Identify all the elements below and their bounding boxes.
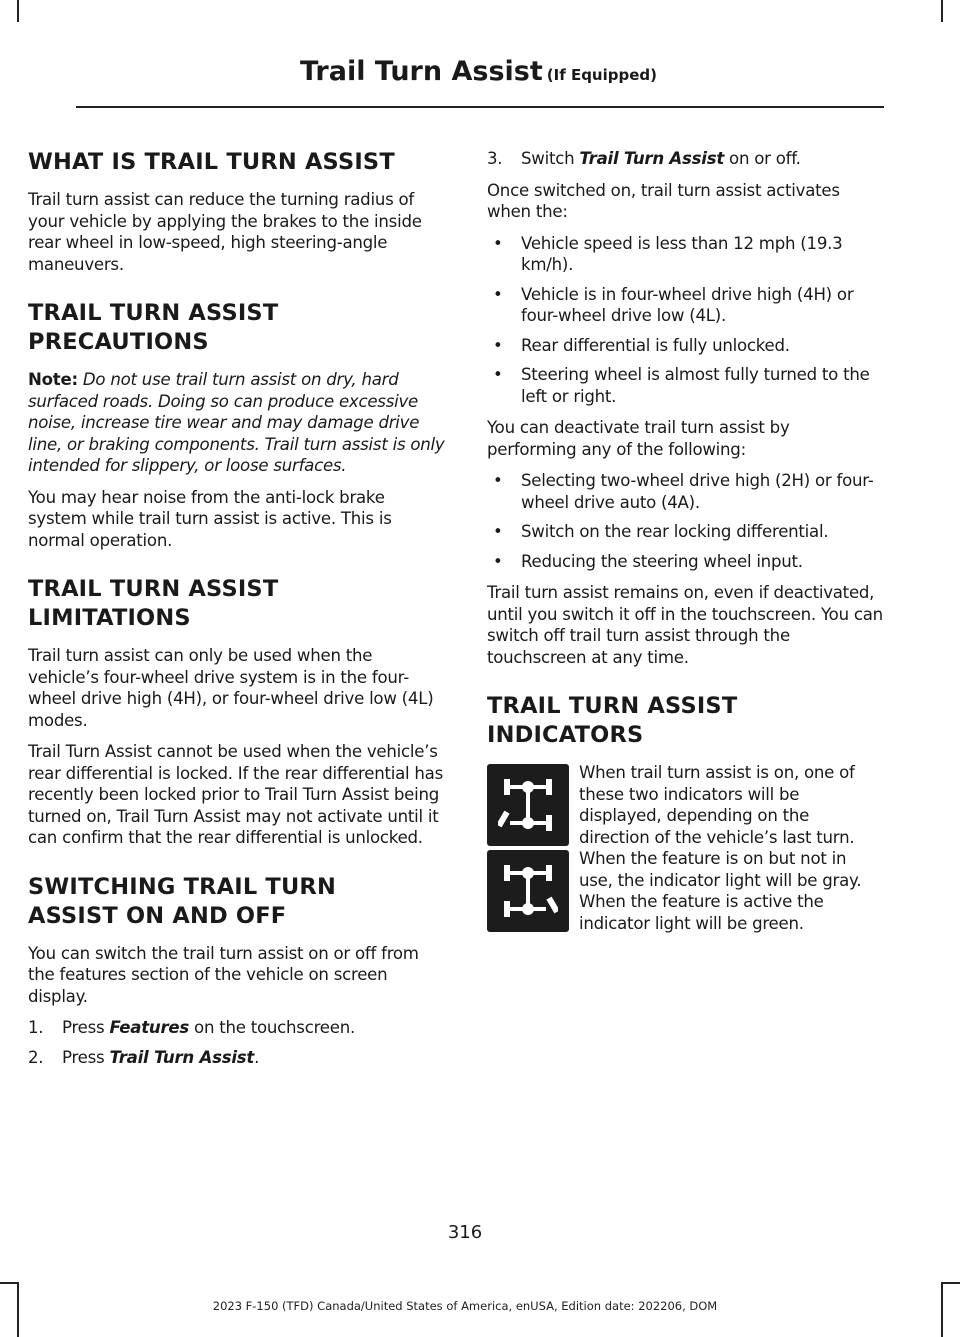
list-item-text: Vehicle speed is less than 12 mph (19.3 km/h).	[521, 233, 843, 274]
paragraph-intro: Trail turn assist can reduce the turning radius of your vehicle by applying the brakes to the inside rear wheel in low-speed, high steering-angle maneuvers.	[28, 190, 422, 274]
step-text-post: on the touchscreen.	[189, 1018, 355, 1037]
step-item	[28, 1047, 448, 1069]
note-label: Note:	[28, 370, 78, 389]
paragraph-4wd-modes: Trail turn assist can only be used when the vehicle’s four-wheel drive system is in the four-wheel drive high (4H), or four-wheel drive low (4L) modes.	[28, 646, 434, 730]
header-rule	[76, 106, 884, 108]
list-item-text: Switch on the rear locking differential.	[521, 522, 829, 541]
list-item	[487, 364, 883, 407]
paragraph-rear-diff: Trail Turn Assist cannot be used when the vehicle’s rear differential is locked. If the rear differential has recently been locked prior to Trail Turn Assist being turned on, Trail Turn Assist may not activate until it can confirm that the rear differential is unlocked.	[28, 742, 443, 847]
heading-limitations-line2: LIMITATIONS	[28, 605, 191, 631]
step-text: Press	[62, 1018, 110, 1037]
crop-mark-bottom-right-v	[941, 1282, 943, 1337]
list-item-text: Selecting two-wheel drive high (2H) or four-wheel drive auto (4A).	[521, 471, 874, 512]
paragraph-indicators: When trail turn assist is on, one of these two indicators will be displayed, depending on the direction of the vehicle’s last turn. When the feature is on but not in use, the indicator light will be gray. When the feature is active the indicator light will be green.	[579, 763, 862, 933]
heading-switching-line2: ASSIST ON AND OFF	[28, 902, 287, 929]
heading-precautions-line2: PRECAUTIONS	[28, 329, 209, 355]
heading-switching-line1: SWITCHING TRAIL TURN	[28, 873, 336, 900]
step-text-post: .	[254, 1047, 260, 1067]
footer-edition: 2023 F-150 (TFD) Canada/United States of America, enUSA, Edition date: 202206, DOM	[212, 1299, 718, 1313]
list-item-text: Steering wheel is almost fully turned to the left or right.	[521, 365, 870, 406]
note-text: Do not use trail turn assist on dry, hard surfaced roads. Doing so can produce excessive noise, increase tire wear and may damage drive line, or braking components. Trail turn assist is only intended for slippery, or loose surfaces.	[28, 370, 445, 475]
heading-indicators-line2: INDICATORS	[487, 722, 644, 748]
crop-mark-bottom-right-h	[942, 1282, 960, 1284]
step-item	[28, 1017, 448, 1039]
heading-precautions-line1: TRAIL TURN ASSIST	[28, 300, 279, 326]
bullet: •	[493, 522, 503, 541]
trail-turn-left-indicator-icon	[487, 764, 569, 846]
paragraph-switch-info: You can switch the trail turn assist on or off from the features section of the vehicle on screen display.	[28, 943, 419, 1006]
header-title: Trail Turn Assist	[299, 56, 543, 87]
bullet: •	[493, 365, 503, 384]
page-header	[300, 56, 657, 87]
heading-precautions	[28, 299, 448, 357]
left-column	[28, 148, 448, 1078]
crop-mark-top-left-v	[17, 0, 19, 22]
steps-list-continued	[487, 148, 883, 170]
paragraph-remains-on: Trail turn assist remains on, even if deactivated, until you switch it off in the touchscreen. You can switch off trail turn assist through the touchscreen at any time.	[487, 583, 883, 667]
crop-mark-bottom-left-h	[0, 1282, 18, 1284]
bullet: •	[493, 551, 503, 571]
step-number: 1.	[28, 1018, 44, 1037]
trail-turn-right-indicator-icon	[487, 850, 569, 932]
paragraph-noise: You may hear noise from the anti-lock brake system while trail turn assist is active. This is normal operation.	[28, 487, 392, 550]
step-text: Press	[62, 1047, 110, 1067]
heading-switching	[28, 873, 448, 931]
header-subtitle: (If Equipped)	[546, 66, 657, 84]
heading-what-is: WHAT IS TRAIL TURN ASSIST	[28, 149, 395, 175]
paragraph-activates: Once switched on, trail turn assist activates when the:	[487, 180, 840, 221]
list-item	[487, 551, 883, 573]
step-emphasis: Trail Turn Assist	[579, 149, 725, 168]
list-item	[487, 470, 883, 513]
bullet: •	[493, 335, 503, 355]
bullet: •	[493, 471, 503, 490]
list-item	[487, 284, 883, 327]
list-item	[487, 335, 883, 357]
heading-limitations	[28, 575, 448, 633]
list-item-text: Rear differential is fully unlocked.	[521, 335, 790, 355]
deactivation-list	[487, 470, 883, 572]
page-number: 316	[447, 1222, 483, 1243]
list-item-text: Vehicle is in four-wheel drive high (4H) or four-wheel drive low (4L).	[521, 284, 854, 325]
list-item-text: Reducing the steering wheel input.	[521, 551, 803, 571]
paragraph-deactivate: You can deactivate trail turn assist by performing any of the following:	[487, 418, 790, 459]
indicator-icons	[487, 764, 571, 936]
right-column	[487, 148, 883, 944]
step-item	[487, 148, 883, 170]
note-paragraph	[28, 369, 448, 477]
heading-limitations-line1: TRAIL TURN ASSIST	[28, 576, 279, 602]
step-text: Switch	[521, 149, 580, 168]
crop-mark-top-right-v	[941, 0, 943, 22]
step-number: 2.	[28, 1047, 44, 1067]
step-emphasis: Features	[109, 1018, 190, 1037]
indicators-section	[487, 762, 883, 934]
step-text-post: on or off.	[724, 149, 801, 168]
heading-indicators-line1: TRAIL TURN ASSIST	[487, 693, 738, 719]
heading-indicators	[487, 692, 883, 750]
activation-conditions-list	[487, 233, 883, 408]
bullet: •	[493, 284, 503, 304]
step-emphasis: Trail Turn Assist	[109, 1047, 255, 1067]
list-item	[487, 233, 883, 276]
step-number: 3.	[487, 149, 503, 168]
steps-list	[28, 1017, 448, 1068]
list-item	[487, 521, 883, 543]
bullet: •	[493, 233, 503, 253]
